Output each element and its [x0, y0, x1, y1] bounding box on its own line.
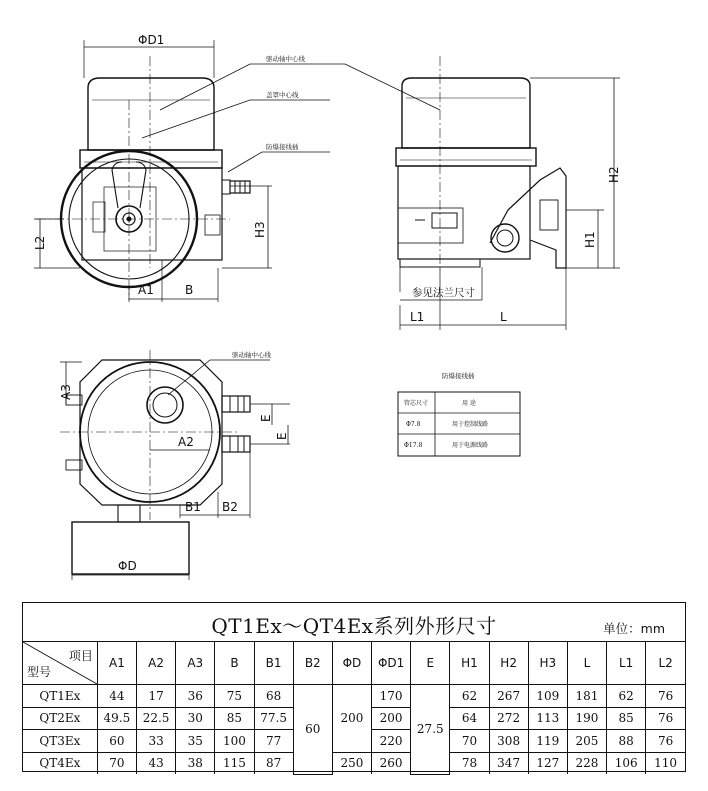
model-cell: QT1Ex	[23, 685, 97, 708]
value-cell: 33	[137, 730, 176, 753]
value-cell: 17	[137, 685, 176, 708]
value-cell: 205	[567, 730, 606, 753]
value-cell: 38	[176, 752, 215, 774]
corner-item-label: 项目	[68, 649, 93, 663]
corner-model-label: 型号	[27, 665, 52, 679]
value-cell: 85	[607, 707, 646, 730]
label-l2: L2	[33, 235, 47, 250]
col-header: ΦD	[332, 642, 371, 685]
value-cell: 60	[97, 730, 136, 753]
value-cell: 43	[137, 752, 176, 774]
spec-row2-use: 用于电源线路	[452, 442, 489, 449]
col-header: E	[411, 642, 450, 685]
value-cell: 68	[254, 685, 293, 708]
label-l: L	[500, 310, 507, 324]
table-header-row	[23, 642, 685, 685]
model-cell: QT4Ex	[23, 752, 97, 774]
bottom-view	[60, 350, 290, 580]
spec-row1-use: 用于控制线路	[452, 421, 489, 428]
value-cell: 190	[567, 707, 606, 730]
value-cell: 272	[489, 707, 528, 730]
value-cell: 220	[372, 730, 411, 753]
spec-header-size: 管芯尺寸	[404, 400, 429, 407]
col-header: B2	[293, 642, 332, 685]
value-cell: 76	[646, 707, 685, 730]
value-cell: 77.5	[254, 707, 293, 730]
cable-gland-front	[222, 180, 250, 194]
col-header: A2	[137, 642, 176, 685]
merged-d-cell: 200	[332, 685, 371, 753]
col-header: A3	[176, 642, 215, 685]
table-title: QT1Ex～QT4Ex系列外形尺寸	[211, 614, 497, 638]
label-e: E	[259, 414, 273, 422]
spec-row2-size: Φ17.8	[404, 442, 423, 449]
dimension-grid	[23, 642, 685, 775]
value-cell: 106	[607, 752, 646, 774]
model-cell: QT3Ex	[23, 730, 97, 753]
spec-header-use: 用 途	[462, 400, 476, 407]
dimension-table	[22, 602, 686, 772]
label-l1: L1	[410, 310, 425, 324]
col-header: ΦD1	[372, 642, 411, 685]
label-e-2: E	[275, 432, 289, 440]
value-cell: 85	[215, 707, 254, 730]
value-cell: 36	[176, 685, 215, 708]
col-header: A1	[97, 642, 136, 685]
label-a1: A1	[138, 283, 154, 297]
table-corner-cell	[23, 642, 97, 685]
value-cell: 170	[372, 685, 411, 708]
label-a2: A2	[178, 435, 194, 449]
value-cell: 70	[97, 752, 136, 774]
value-cell: 250	[332, 752, 371, 774]
callout-flange-ref: 参见法兰尺寸	[412, 287, 475, 299]
label-h2: H2	[607, 166, 621, 183]
value-cell: 113	[528, 707, 567, 730]
model-cell: QT2Ex	[23, 707, 97, 730]
col-header: B1	[254, 642, 293, 685]
col-header: H2	[489, 642, 528, 685]
table-row	[23, 752, 685, 774]
callout-drive-shaft-center: 驱动轴中心线	[266, 55, 305, 63]
label-b1: B1	[185, 500, 201, 514]
value-cell: 347	[489, 752, 528, 774]
value-cell: 62	[607, 685, 646, 708]
value-cell: 127	[528, 752, 567, 774]
value-cell: 267	[489, 685, 528, 708]
value-cell: 44	[97, 685, 136, 708]
value-cell: 109	[528, 685, 567, 708]
col-header: H1	[450, 642, 489, 685]
value-cell: 260	[372, 752, 411, 774]
label-d1: ΦD1	[138, 33, 165, 47]
col-header: L	[567, 642, 606, 685]
callout-explosion-proof-joint: 防爆接线插	[266, 143, 299, 151]
value-cell: 35	[176, 730, 215, 753]
value-cell: 49.5	[97, 707, 136, 730]
value-cell: 181	[567, 685, 606, 708]
merged-b2-cell: 60	[293, 685, 332, 775]
merged-e-cell: 27.5	[411, 685, 450, 775]
value-cell: 119	[528, 730, 567, 753]
value-cell: 228	[567, 752, 606, 774]
label-d: ΦD	[118, 559, 137, 573]
value-cell: 87	[254, 752, 293, 774]
front-view	[34, 40, 440, 302]
table-title-row	[23, 603, 685, 642]
spec-box-title: 防爆接线插	[442, 372, 475, 380]
value-cell: 76	[646, 685, 685, 708]
table-row	[23, 685, 685, 708]
value-cell: 22.5	[137, 707, 176, 730]
label-a3: A3	[59, 384, 73, 400]
value-cell: 30	[176, 707, 215, 730]
table-unit: 单位：mm	[603, 621, 665, 636]
col-header: H3	[528, 642, 567, 685]
value-cell: 78	[450, 752, 489, 774]
value-cell: 110	[646, 752, 685, 774]
col-header: B	[215, 642, 254, 685]
value-cell: 70	[450, 730, 489, 753]
value-cell: 62	[450, 685, 489, 708]
col-header: L1	[607, 642, 646, 685]
value-cell: 64	[450, 707, 489, 730]
value-cell: 100	[215, 730, 254, 753]
value-cell: 77	[254, 730, 293, 753]
callout-drive-shaft-center-bottom: 驱动轴中心线	[232, 351, 271, 359]
label-h1: H1	[583, 231, 597, 248]
label-b2: B2	[222, 500, 238, 514]
value-cell: 88	[607, 730, 646, 753]
label-h3: H3	[253, 221, 267, 238]
callout-cover-center: 盖罩中心线	[266, 91, 299, 99]
value-cell: 115	[215, 752, 254, 774]
label-b: B	[185, 283, 194, 297]
value-cell: 75	[215, 685, 254, 708]
spec-row1-size: Φ7.8	[406, 421, 421, 428]
col-header: L2	[646, 642, 685, 685]
value-cell: 200	[372, 707, 411, 730]
value-cell: 76	[646, 730, 685, 753]
value-cell: 308	[489, 730, 528, 753]
